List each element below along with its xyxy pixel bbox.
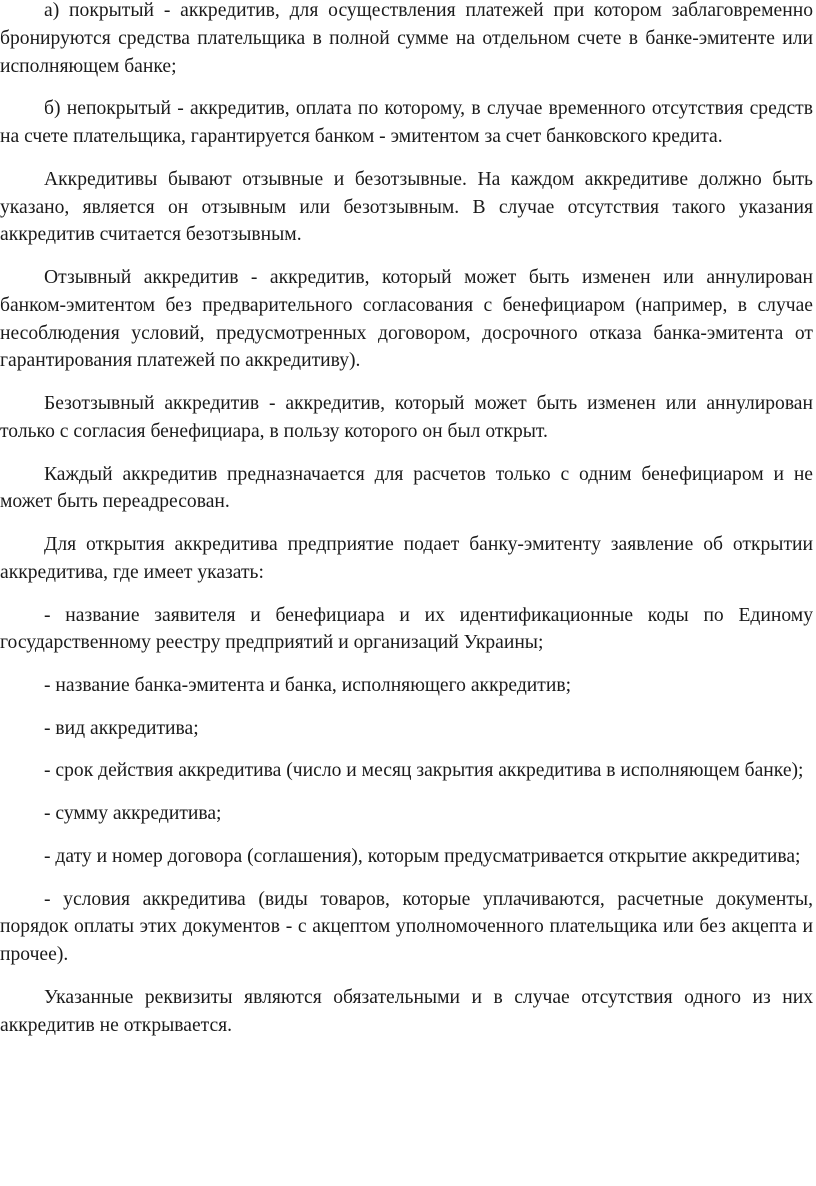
paragraph-irrevocable-definition: Безотзывный аккредитив - аккредитив, который может быть изменен или аннулирован только с согласия бенефициара, в пользу которого он был открыт.	[0, 393, 813, 442]
paragraph-revocable-definition: Отзывный аккредитив - аккредитив, который может быть изменен или аннулирован банком-эмитентом без предварительного согласования с бенефициаром (например, в случае несоблюдения условий, предусмотренных договором, досрочного отказа банка-эмитента от гарантирования платежей по аккредитиву).	[0, 267, 813, 372]
paragraph-uncovered-letter-of-credit: б) непокрытый - аккредитив, оплата по которому, в случае временного отсутствия средств на счете плательщика, гарантируется банком - эмитентом за счет банковского кредита.	[0, 98, 813, 148]
paragraph-covered-letter-of-credit: а) покрытый - аккредитив, для осуществления платежей при котором заблаговременно бронируются средства плательщика в полной сумме на отдельном счете в банке-эмитенте или исполняющем банке;	[0, 0, 813, 77]
paragraph-opening-application: Для открытия аккредитива предприятие подает банку-эмитенту заявление об открытии аккредитива, где имеет указать:	[0, 534, 813, 583]
list-item-type: - вид аккредитива;	[44, 717, 199, 739]
list-item-conditions: - условия аккредитива (виды товаров, которые уплачиваются, расчетные документы, порядок оплаты этих документов - с акцептом уполномоченного плательщика или без акцепта и прочее).	[0, 888, 813, 966]
list-item-banks: - название банка-эмитента и банка, исполняющего аккредитив;	[44, 675, 572, 697]
paragraph-revocable-irrevocable: Аккредитивы бывают отзывные и безотзывные. На каждом аккредитиве должно быть указано, является он отзывным или безотзывным. В случае отсутствия такого указания аккредитив считается безотзывным.	[0, 168, 813, 246]
paragraph-single-beneficiary: Каждый аккредитив предназначается для расчетов только с одним бенефициаром и не может быть переадресован.	[0, 463, 813, 513]
list-item-applicant-beneficiary: - название заявителя и бенефициара и их идентификационные коды по Единому государственному реестру предприятий и организаций Украины;	[0, 604, 813, 654]
list-item-contract: - дату и номер договора (соглашения), которым предусматривается открытие аккредитива;	[44, 845, 801, 867]
paragraph-mandatory-details: Указанные реквизиты являются обязательными и в случае отсутствия одного из них аккредитив не открывается.	[0, 986, 813, 1036]
list-item-validity: - срок действия аккредитива (число и месяц закрытия аккредитива в исполняющем банке);	[44, 760, 804, 782]
list-item-amount: - сумму аккредитива;	[44, 803, 222, 825]
